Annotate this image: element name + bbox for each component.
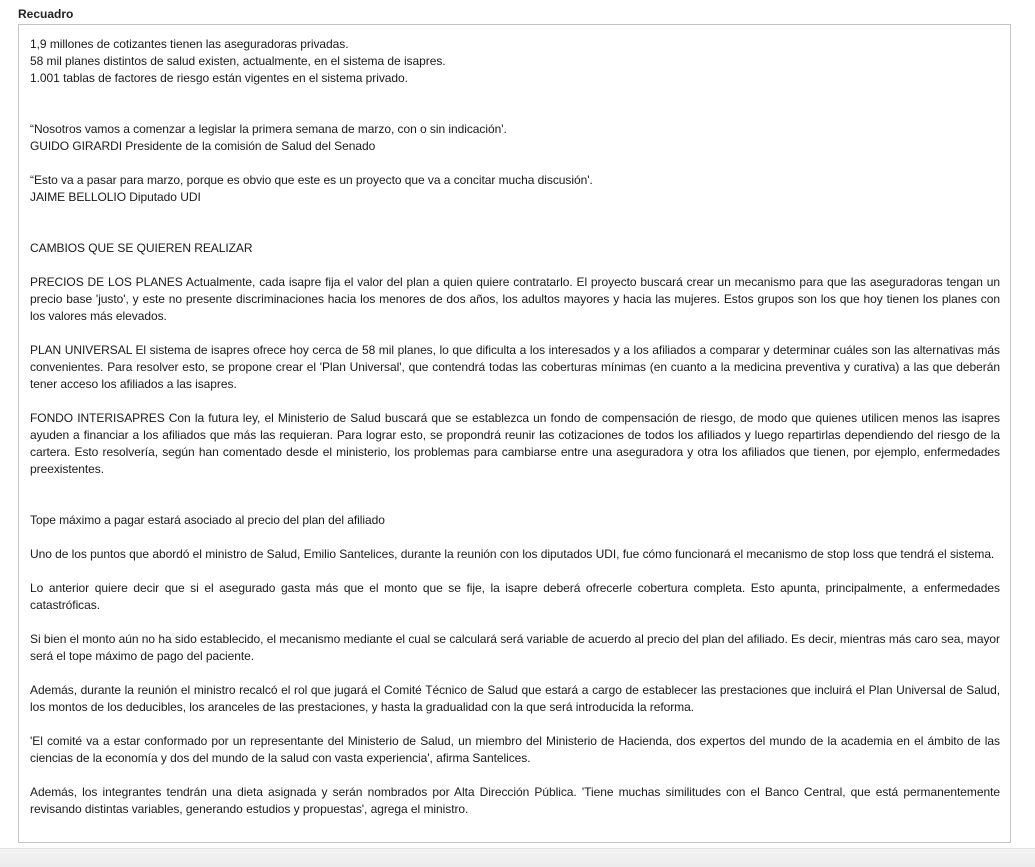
paragraph: Uno de los puntos que abordó el ministro de Salud, Emilio Santelices, durante la reunión con los diputados UDI, fue cómo funcionará el mecanismo de stop loss que tendrá el sistema. [30,547,995,561]
stat-line: 1,9 millones de cotizantes tienen las aseguradoras privadas. [30,37,349,51]
section-heading: CAMBIOS QUE SE QUIEREN REALIZAR [30,241,253,255]
paragraph-precios: PRECIOS DE LOS PLANES Actualmente, cada isapre fija el valor del plan a quien quiere contratarlo. El proyecto buscará crear un mecanismo para que las aseguradoras tengan un precio base 'justo', y este no presente discriminaciones hacia los menores de dos años, los adultos mayores y hacia las mujeres. Estos grupos son los que hoy tienen los planes con los valores más elevados. [30,275,1000,323]
paragraph: Además, durante la reunión el ministro recalcó el rol que jugará el Comité Técnico de Salud que estará a cargo de establecer las prestaciones que incluirá el Plan Universal de Salud, los montos de los deducibles, los aranceles de las prestaciones, y hasta la gradualidad con la que será introducida la reforma. [30,683,1000,714]
subheading-tope: Tope máximo a pagar estará asociado al precio del plan del afiliado [30,513,385,527]
paragraph: Lo anterior quiere decir que si el asegurado gasta más que el monto que se fije, la isapre deberá ofrecerle cobertura completa. Esto apunta, principalmente, a enfermedades catastróficas. [30,581,1000,612]
bottom-bar [0,848,1035,867]
recuadro-box [18,24,1011,843]
quote-text: “Nosotros vamos a comenzar a legislar la primera semana de marzo, con o sin indicación'. [30,122,507,136]
paragraph-plan-universal: PLAN UNIVERSAL El sistema de isapres ofrece hoy cerca de 58 mil planes, lo que dificulta a los interesados y a los afiliados a comparar y determinar cuáles son las alternativas más convenientes. Para resolver esto, se propone crear el 'Plan Universal', que contendrá todas las coberturas mínimas (en cuanto a la medicina preventiva y curativa) a las que deberán tener acceso los afiliados a las isapres. [30,343,1000,391]
paragraph: Si bien el monto aún no ha sido establecido, el mecanismo mediante el cual se calculará será variable de acuerdo al precio del plan del afiliado. Es decir, mientras más caro sea, mayor será el tope máximo de pago del paciente. [30,632,1000,663]
paragraph-fondo: FONDO INTERISAPRES Con la futura ley, el Ministerio de Salud buscará que se establezca un fondo de compensación de riesgo, de modo que quienes utilicen menos las isapres ayuden a financiar a los afiliados que más las requieran. Para lograr esto, se propondrá reunir las cotizaciones de todos los afiliados y luego repartirlas dependiendo del riesgo de la cartera. Esto resolvería, según han comentado desde el ministerio, los problemas para cambiarse entre una aseguradora y otra los afiliados que tienen, por ejemplo, enfermedades preexistentes. [30,411,1000,476]
stat-line: 58 mil planes distintos de salud existen, actualmente, en el sistema de isapres. [30,54,446,68]
quote-text: “Esto va a pasar para marzo, porque es obvio que este es un proyecto que va a concitar mucha discusión'. [30,173,593,187]
section-title: Recuadro [18,7,74,21]
paragraph: 'El comité va a estar conformado por un representante del Ministerio de Salud, un miembro del Ministerio de Hacienda, dos expertos del mundo de la academia en el ámbito de las ciencias de la economía y dos del mundo de la salud con vasta experiencia', afirma Santelices. [30,734,1000,765]
stat-line: 1.001 tablas de factores de riesgo están vigentes en el sistema privado. [30,71,408,85]
quote-author: GUIDO GIRARDI Presidente de la comisión de Salud del Senado [30,139,376,153]
quote-author: JAIME BELLOLIO Diputado UDI [30,190,201,204]
paragraph: Además, los integrantes tendrán una dieta asignada y serán nombrados por Alta Dirección Pública. 'Tiene muchas similitudes con el Banco Central, que está permanentemente revisando distintas variables, generando estudios y propuestas', agrega el ministro. [30,785,1000,816]
